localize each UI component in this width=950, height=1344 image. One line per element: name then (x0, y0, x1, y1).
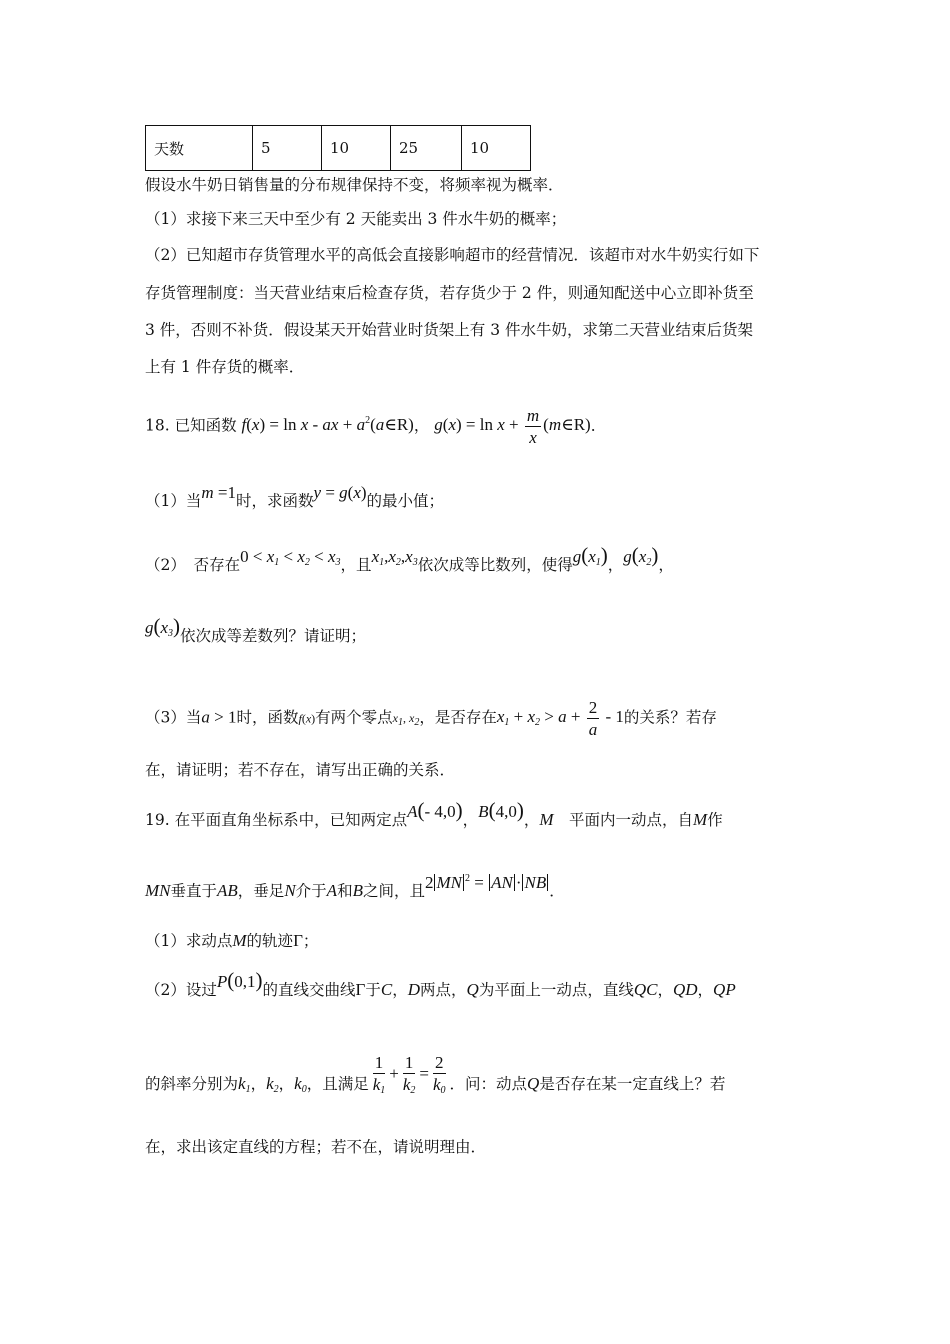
p18-q2-b: ，且 (340, 556, 372, 574)
p19-q1-a: （1）求动点 (145, 932, 233, 950)
p19-line4: 在，求出该定直线的方程；若不在，请说明理由． (145, 1138, 487, 1156)
p19-q2 (145, 968, 736, 999)
p18-q3-d: ，是否存在 (419, 708, 497, 727)
p18-q2-cont (145, 614, 367, 647)
p18-end: ． (590, 416, 607, 435)
var-ab: AB (217, 881, 238, 900)
formula-a-gt-1: a > 1 (201, 707, 237, 727)
p18-q3-a: （3）当 (145, 708, 202, 727)
table-row (146, 126, 531, 171)
var-m3: M (232, 931, 247, 950)
table-header-cell: 天数 (146, 126, 253, 171)
formula-slope-relation: $\frac{1}{k_1}$ + $\frac{1}{k_2}$ = $\frac{2}{k_0}$ (372, 1053, 446, 1096)
var-k2: $k_2$ (266, 1073, 279, 1095)
p19-l3-a: 的斜率分别为 (145, 1074, 239, 1093)
var-c: C (380, 980, 393, 999)
formula-x-list: $x_1,x_2,x_3$ (371, 547, 418, 568)
p19-q2-a: （2）设过 (145, 981, 217, 999)
p17-q2-line3: 3 件，否则不补货．假设某天开始营业时货架上有 3 件水牛奶，求第二天营业结束后货架 (145, 321, 754, 339)
p17-q2-line4: 上有 1 件存货的概率． (145, 358, 305, 376)
p18-q1-b: 时，求函数 (236, 492, 314, 510)
p19-q2-e: ， (392, 981, 408, 999)
var-m: M (539, 810, 554, 829)
formula-g-x3: $g(x_3)$ (145, 614, 181, 639)
p18-q3-line2: 在，请证明；若不存在，请写出正确的关系． (145, 761, 456, 779)
formula-g: g(x) = ln x + $\frac{m}{x}$ (m∈R) (434, 406, 591, 447)
p19-rest1-end: 作 (707, 811, 723, 829)
formula-zeros: $x_1$, $x_2$ (392, 711, 420, 729)
var-a: A (326, 881, 338, 900)
gamma-symbol-2: Γ (355, 980, 366, 999)
table-cell: 25 (391, 126, 462, 171)
p19-sep2: ， (523, 811, 540, 829)
gamma-symbol: Γ (293, 931, 303, 950)
p18-q1 (145, 483, 445, 510)
p19-lead: 19. 在平面直角坐标系中，已知两定点 (145, 811, 408, 829)
p19-statement (145, 798, 723, 829)
formula-point-b: B(4,0) (478, 798, 524, 822)
p19-l3-g: 是否存在某一定直线上？若 (539, 1074, 726, 1093)
p19-rest1: 平面内一动点，自 (553, 811, 694, 829)
p19-l2-b: 垂直于 (170, 882, 218, 900)
p19-l3-c: ， (278, 1074, 295, 1093)
formula-f: f(x) = ln x - ax + $a^2(a\in R)$ (241, 415, 414, 435)
p17-q1: （1）求接下来三天中至少有 2 天能卖出 3 件水牛奶的概率； (145, 210, 567, 228)
p19-q2-g: 两点， (420, 981, 467, 999)
p18-q3-b: 时，函数 (236, 708, 299, 727)
p19-l2-f: 介于 (295, 882, 327, 900)
p18-q2-a: （2） 否存在 (145, 556, 241, 574)
p19-l2-h: 和 (337, 882, 353, 900)
formula-relation: $x_1 + x_2 > a$ + $\frac{2}{a}$ - 1 (496, 698, 624, 739)
p18-q1-c: 的最小值； (366, 492, 445, 510)
p19-l2-d: ，垂足 (237, 882, 285, 900)
formula-y-eq-g: y = g(x) (313, 483, 367, 502)
var-mn: MN (145, 881, 171, 900)
p19-q2-m: ， (697, 981, 714, 999)
p19-q1-d: ； (302, 932, 319, 950)
p18-q2-c: 依次成等比数列，使得 (417, 556, 573, 574)
p18-q2 (145, 543, 674, 576)
p18-statement (145, 407, 606, 446)
p19-l2-j: 之间，且 (362, 882, 425, 900)
var-k1: $k_1$ (238, 1073, 251, 1095)
var-q2: Q (527, 1073, 540, 1093)
formula-m-eq-1: m =1 (201, 483, 236, 502)
p19-line3 (145, 1053, 726, 1106)
formula-g-x1: $g(x_1)$ (572, 543, 608, 568)
var-b: B (352, 881, 363, 900)
var-m2: M (693, 810, 708, 829)
p19-line2 (145, 873, 565, 900)
p19-q2-i: 为平面上一动点，直线 (478, 981, 634, 999)
p18-lead: 18. 已知函数 (145, 416, 237, 435)
p19-sep1: ， (462, 811, 479, 829)
formula-mn-relation: 2 MN $^2$ = AN · NB (424, 873, 547, 892)
formula-inequality: $0 < x_1 < x_2 < x_3$ (240, 547, 341, 568)
p18-q2-e: ， (658, 556, 674, 574)
p18-q3-c: 有两个零点 (315, 708, 393, 727)
p18-q1-a: （1）当 (145, 492, 202, 510)
p17-q2-line1: （2）已知超市存货管理水平的高低会直接影响超市的经营情况．该超市对水牛奶实行如下 (145, 246, 760, 264)
formula-point-p: P(0,1) (216, 968, 263, 992)
var-q: Q (466, 980, 479, 999)
p18-q3 (145, 699, 717, 738)
p19-q2-b: 的直线交曲线 (262, 981, 356, 999)
p18-q2-d: ， (607, 556, 624, 574)
p18-q3-e: 的关系？若存 (623, 708, 717, 727)
p19-q1-c: 的轨迹 (246, 932, 294, 950)
table-cell: 10 (462, 126, 531, 171)
table-cell: 10 (322, 126, 391, 171)
p17-q2-line2: 存货管理制度：当天营业结束后检查存货，若存货少于 2 件，则通知配送中心立即补货至 (145, 284, 754, 302)
var-qc: QC (633, 980, 658, 999)
formula-g-x2: $g(x_2)$ (623, 543, 659, 568)
p19-l2-end: ． (549, 882, 565, 900)
p19-l3-d: ，且满足 (306, 1074, 369, 1093)
p19-q1 (145, 932, 318, 950)
formula-fx: f(x) (298, 711, 316, 726)
p17-intro: 假设水牛奶日销售量的分布规律保持不变，将频率视为概率． (145, 176, 564, 194)
p19-q2-k: ， (657, 981, 673, 999)
var-k0: $k_0$ (294, 1073, 307, 1095)
var-d: D (407, 980, 421, 999)
p19-l3-e: ．问：动点 (449, 1074, 528, 1093)
p18-sep: ， (413, 416, 430, 435)
var-qd: QD (672, 980, 698, 999)
formula-point-a: A(- 4,0) (407, 798, 463, 822)
p19-q2-c: 于 (365, 981, 381, 999)
p19-l3-b: ， (250, 1074, 267, 1093)
table-cell: 5 (253, 126, 322, 171)
var-n: N (284, 881, 296, 900)
frequency-table (145, 125, 531, 171)
var-qp: QP (713, 980, 736, 999)
p18-q2-f: 依次成等差数列？请证明； (180, 627, 367, 645)
